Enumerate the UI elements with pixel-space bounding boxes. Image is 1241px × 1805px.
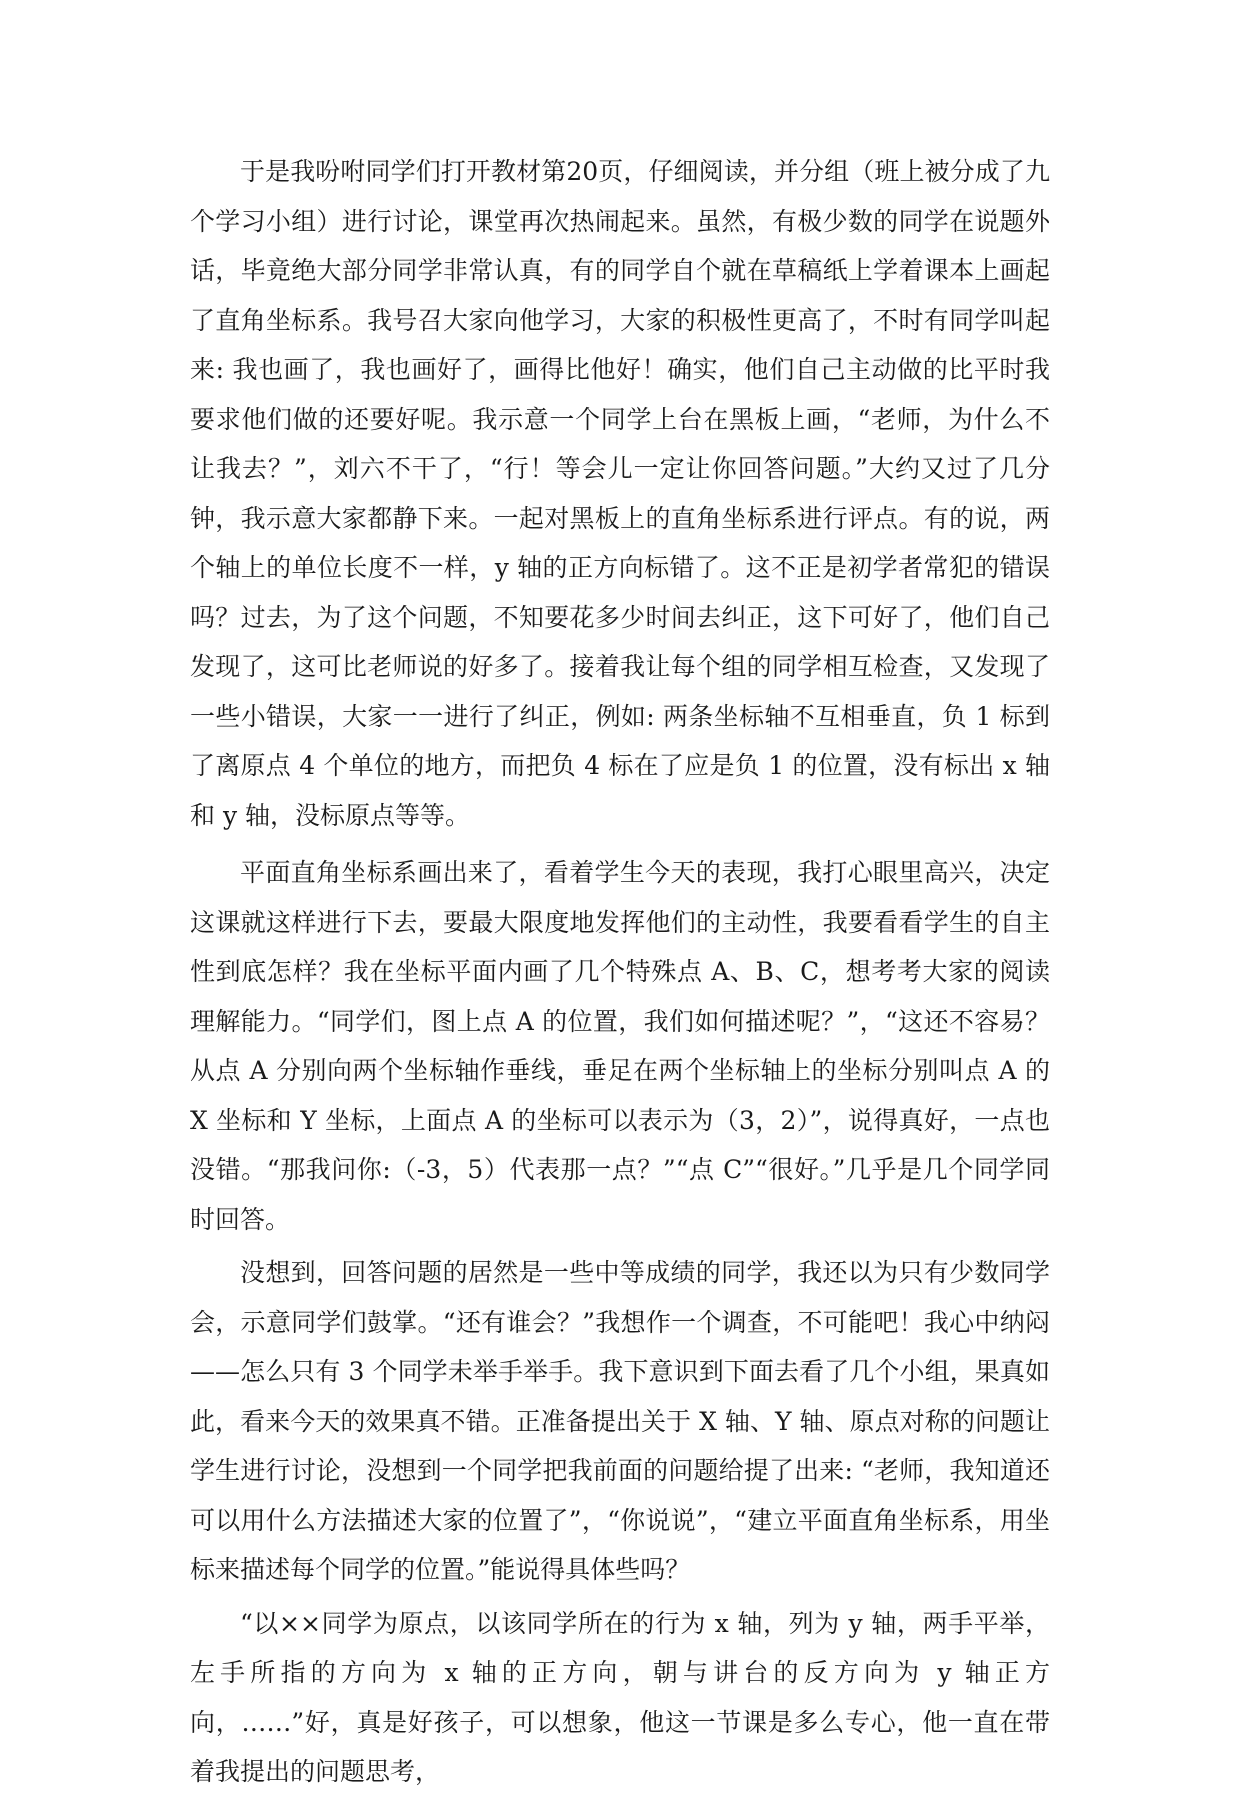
paragraph-4: “以××同学为原点，以该同学所在的行为 x 轴，列为 y 轴，两手平举，左手所指的方向为 x 轴的正方向，朝与讲台的反方向为 y 轴正方向，……”好，真是好孩子，可以想象，他这一节课是多么专心，他一直在带着我提出的问题思考， bbox=[190, 1608, 1050, 1786]
paragraph-1: 于是我吩咐同学们打开教材第20页，仔细阅读，并分组（班上被分成了九个学习小组）进行讨论，课堂再次热闹起来。虽然，有极少数的同学在说题外话，毕竟绝大部分同学非常认真，有的同学自个就在草稿纸上学着课本上画起了直角坐标系。我号召大家向他学习，大家的积极性更高了，不时有同学叫起来: 我也画了，我也画好了，画得比他好！确实，他们自己主动做的比平时我要求他们做的还要好呢。我示意一个同学上台在黑板上画，“老师，为什么不让我去？”，刘六不干了，“行！等会儿一定让你回答问题。”大约又过了几分钟，我示意大家都静下来。一起对黑板上的直角坐标系进行评点。有的说，两个轴上的单位长度不一样，y 轴的正方向标错了。这不正是初学者常犯的错误吗？过去，为了这个问题，不知要花多少时间去纠正，这下可好了，他们自己发现了，这可比老师说的好多了。接着我让每个组的同学相互检查，又发现了一些小错误，大家一一进行了纠正，例如: 两条坐标轴不互相垂直，负 1 标到了离原点 4 个单位的地方，而把负 4 标在了应是负 1 的位置，没有标出 x 轴和 y 轴，没标原点等等。 bbox=[190, 157, 1050, 830]
paragraph-3: 没想到，回答问题的居然是一些中等成绩的同学，我还以为只有少数同学会，示意同学们鼓掌。“还有谁会？”我想作一个调查，不可能吧！我心中纳闷——怎么只有 3 个同学未举手举手。我下意识到下面去看了几个小组，果真如此，看来今天的效果真不错。正准备提出关于 X 轴、Y 轴、原点对称的问题让学生进行讨论，没想到一个同学把我前面的问题给提了出来: “老师，我知道还可以用什么方法描述大家的位置了”，“你说说”，“建立平面直角坐标系，用坐标来描述每个同学的位置。”能说得具体些吗？ bbox=[190, 1258, 1050, 1584]
document-body bbox=[190, 147, 1050, 1805]
paragraph-2: 平面直角坐标系画出来了，看着学生今天的表现，我打心眼里高兴，决定这课就这样进行下去，要最大限度地发挥他们的主动性，我要看看学生的自主性到底怎样？我在坐标平面内画了几个特殊点 A、B、C，想考考大家的阅读理解能力。“同学们，图上点 A 的位置，我们如何描述呢？”，“这还不容易？从点 A 分别向两个坐标轴作垂线，垂足在两个坐标轴上的坐标分别叫点 A 的 X 坐标和 Y 坐标，上面点 A 的坐标可以表示为（3，2）”，说得真好，一点也没错。“那我问你:（-3，5）代表那一点？”“点 C”“很好。”几乎是几个同学同时回答。 bbox=[190, 858, 1050, 1234]
